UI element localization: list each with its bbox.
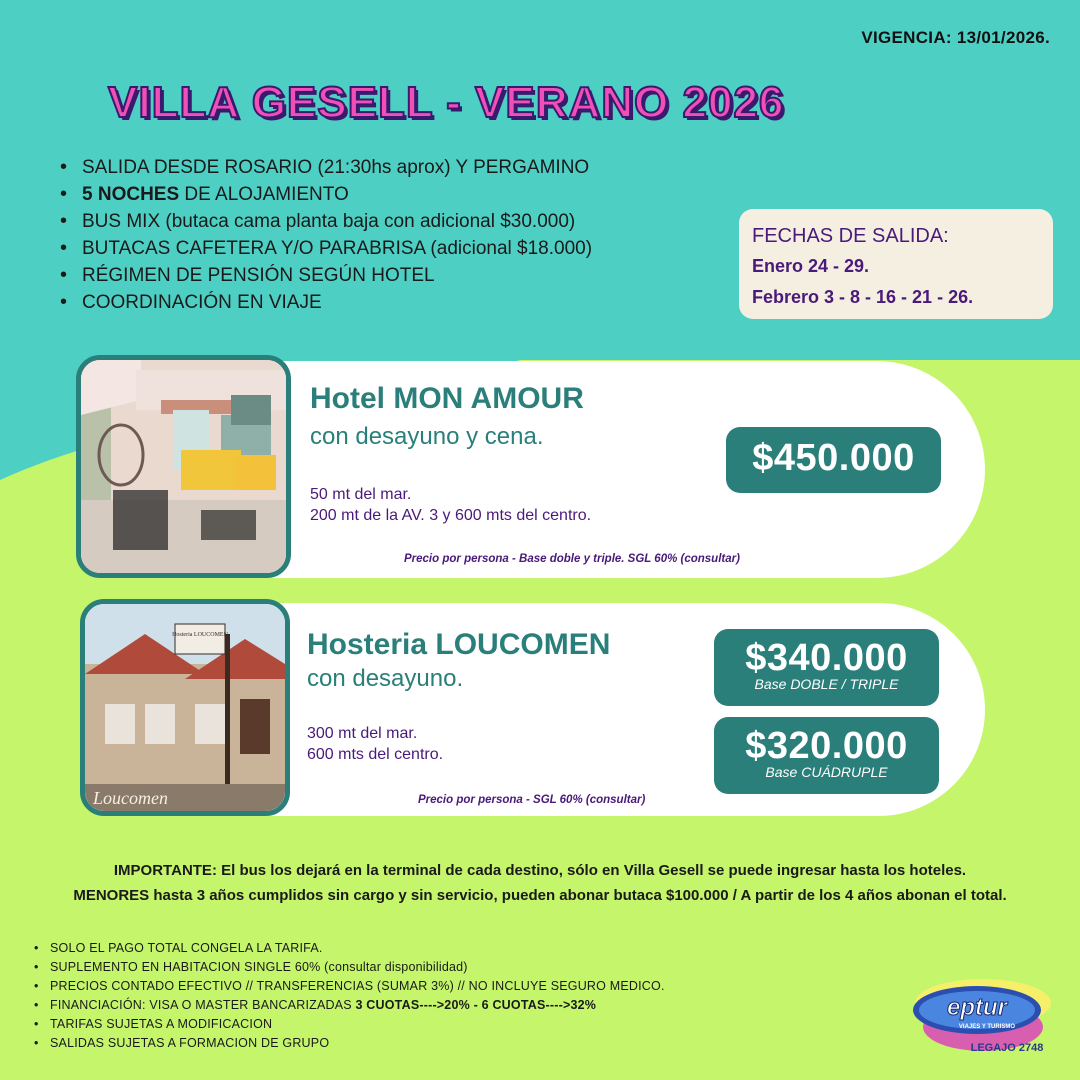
page-title: VILLA GESELL - VERANO 2026 — [108, 78, 785, 127]
hotel-photo-mon-amour — [76, 355, 291, 578]
hotel-distance — [310, 484, 591, 526]
list-item: • BUS MIX (butaca cama planta baja con adicional $30.000) — [58, 208, 592, 235]
price-badge — [726, 427, 941, 493]
price-base: Base CUÁDRUPLE — [765, 764, 888, 780]
list-item — [58, 181, 592, 208]
list-item: • TARIFAS SUJETAS A MODIFICACION — [34, 1015, 665, 1034]
price-amount: $320.000 — [745, 725, 908, 767]
terms-list — [34, 939, 665, 1053]
price-badge-double-triple — [714, 629, 939, 706]
price-amount: $340.000 — [745, 637, 908, 679]
distance-center: 200 mt de la AV. 3 y 600 mts del centro. — [310, 507, 592, 524]
logo-tagline: VIAJES Y TURISMO — [958, 1024, 1016, 1030]
list-item: • BUTACAS CAFETERA Y/O PARABRISA (adicional $18.000) — [58, 235, 592, 262]
list-item: • RÉGIMEN DE PENSIÓN SEGÚN HOTEL — [58, 262, 592, 289]
january-dates: Enero 24 - 29. — [752, 256, 870, 276]
nights-label: DE ALOJAMIENTO — [179, 184, 349, 205]
nights-count: 5 NOCHES — [82, 184, 180, 205]
list-item: • SOLO EL PAGO TOTAL CONGELA LA TARIFA. — [34, 939, 665, 958]
hotel-photo-loucomen — [80, 599, 290, 816]
photo-caption: Loucomen — [93, 788, 168, 808]
february-dates: Febrero 3 - 8 - 16 - 21 - 26. — [752, 287, 974, 307]
price-note: Precio por persona - SGL 60% (consultar) — [418, 794, 646, 806]
distance-sea: 50 mt del mar. — [310, 486, 412, 503]
price-base: Base DOBLE / TRIPLE — [754, 676, 899, 692]
logo-brand: eptur — [947, 994, 1007, 1021]
hotel-meal-plan: con desayuno y cena. — [310, 423, 544, 450]
distance-center: 600 mts del centro. — [307, 746, 444, 763]
hotel-name: Hosteria LOUCOMEN — [307, 628, 611, 661]
list-item: • COORDINACIÓN EN VIAJE — [58, 289, 592, 316]
notice-line: IMPORTANTE: El bus los dejará en la terminal de cada destino, sólo en Villa Gesell se puede ingresar hasta los hoteles. — [113, 862, 967, 879]
hotel-name: Hotel MON AMOUR — [310, 382, 584, 415]
departure-dates-box — [739, 209, 1053, 319]
distance-sea: 300 mt del mar. — [307, 725, 418, 742]
validity-date: VIGENCIA: 13/01/2026. — [861, 28, 1050, 47]
agency-logo — [905, 975, 1055, 1060]
departure-dates-heading: FECHAS DE SALIDA: — [752, 225, 949, 247]
price-badge-quadruple — [714, 717, 939, 794]
price-note: Precio por persona - Base doble y triple. SGL 60% (consultar) — [404, 553, 740, 565]
hotel-distance — [307, 723, 443, 765]
list-item: • SALIDA DESDE ROSARIO (21:30hs aprox) Y PERGAMINO — [58, 154, 592, 181]
notice-line: MENORES hasta 3 años cumplidos sin cargo y sin servicio, pueden abonar butaca $100.000 / A partir de los 4 años abonan el total. — [73, 887, 1007, 904]
price-amount: $450.000 — [752, 437, 915, 479]
financing-installments: 3 CUOTAS---->20% - 6 CUOTAS---->32% — [355, 998, 597, 1012]
list-item: • PRECIOS CONTADO EFECTIVO // TRANSFERENCIAS (SUMAR 3%) // NO INCLUYE SEGURO MEDICO. — [34, 977, 665, 996]
hotel-meal-plan: con desayuno. — [307, 665, 464, 692]
legajo-number: LEGAJO 2748 — [970, 1042, 1044, 1054]
list-item: • SALIDAS SUJETAS A FORMACION DE GRUPO — [34, 1034, 665, 1053]
hotel-sign: Hosteria LOUCOMEN — [172, 632, 228, 638]
trip-features-list — [58, 154, 592, 316]
list-item: • SUPLEMENTO EN HABITACION SINGLE 60% (consultar disponibilidad) — [34, 958, 665, 977]
financing-label: FINANCIACIÓN: VISA O MASTER BANCARIZADAS — [50, 998, 356, 1012]
list-item — [34, 996, 665, 1015]
important-notice — [0, 858, 1080, 908]
